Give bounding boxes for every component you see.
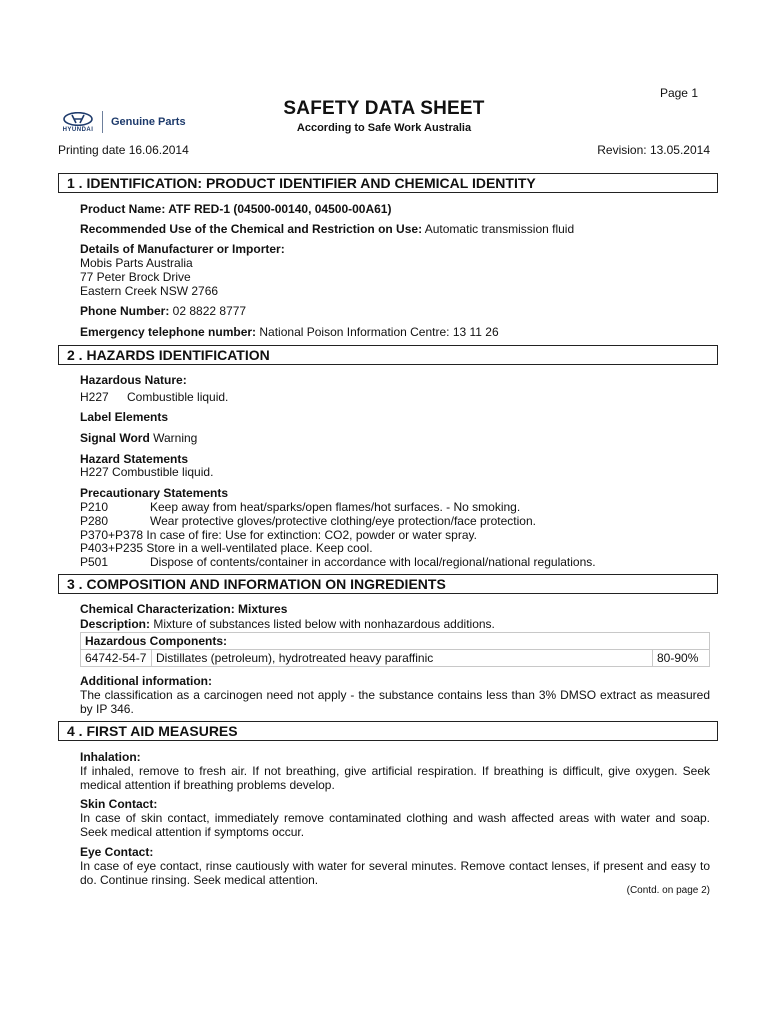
statement-p280 xyxy=(80,514,536,528)
section-3-heading: 3 . COMPOSITION AND INFORMATION ON INGREDIENTS xyxy=(58,574,718,594)
phone-number xyxy=(80,304,246,318)
chemical-characterization: Chemical Characterization: Mixtures xyxy=(80,602,288,616)
additional-information-text: The classification as a carcinogen need not apply - the substance contains less than 3% DMSO extract as measured by IP 346. xyxy=(80,688,710,716)
section-1-heading: 1 . IDENTIFICATION: PRODUCT IDENTIFIER AND CHEMICAL IDENTITY xyxy=(58,173,718,193)
hazardous-nature-label: Hazardous Nature: xyxy=(80,373,187,387)
phone-label: Phone Number: xyxy=(80,304,170,318)
additional-information-label: Additional information: xyxy=(80,674,212,688)
address-line-2: 77 Peter Brock Drive xyxy=(80,270,191,284)
hazard-statements-value: H227 Combustible liquid. xyxy=(80,465,214,479)
section-4-heading: 4 . FIRST AID MEASURES xyxy=(58,721,718,741)
emergency-value: National Poison Information Centre: 13 11 26 xyxy=(256,325,499,339)
emergency-label: Emergency telephone number: xyxy=(80,325,257,339)
p210-text: Keep away from heat/sparks/open flames/hot surfaces. - No smoking. xyxy=(150,500,521,514)
p280-code: P280 xyxy=(80,514,109,528)
page-number: Page 1 xyxy=(659,86,698,100)
emergency-number xyxy=(80,325,499,339)
table-row xyxy=(81,650,710,667)
p501-code: P501 xyxy=(80,555,109,569)
description-value: Mixture of substances listed below with nonhazardous additions. xyxy=(150,617,495,631)
skin-contact-label: Skin Contact: xyxy=(80,797,158,811)
component-percent: 80-90% xyxy=(653,650,710,667)
p210-code: P210 xyxy=(80,500,109,514)
statement-p210 xyxy=(80,500,520,514)
recommended-use-value: Automatic transmission fluid xyxy=(422,222,575,236)
cas-number: 64742-54-7 xyxy=(81,650,152,667)
component-name: Distillates (petroleum), hydrotreated heavy paraffinic xyxy=(152,650,653,667)
document-title: SAFETY DATA SHEET xyxy=(283,98,485,119)
label-elements: Label Elements xyxy=(80,410,169,424)
signal-word-label: Signal Word xyxy=(80,431,150,445)
eye-contact-text: In case of eye contact, rinse cautiously with water for several minutes. Remove contact lenses, if present and easy to do. Continue rinsing. Seek medical attention. xyxy=(80,859,710,887)
hazard-statements-label: Hazard Statements xyxy=(80,452,189,466)
hazardous-components-label: Hazardous Components: xyxy=(81,633,710,650)
recommended-use xyxy=(80,222,574,236)
signal-word-value: Warning xyxy=(149,431,198,445)
hazard-text: Combustible liquid. xyxy=(127,390,229,404)
address-line-3: Eastern Creek NSW 2766 xyxy=(80,284,219,298)
document-subtitle: According to Safe Work Australia xyxy=(296,122,472,134)
hazardous-components-table xyxy=(80,632,710,667)
address-line-1: Mobis Parts Australia xyxy=(80,256,193,270)
printing-date: Printing date 16.06.2014 xyxy=(58,143,189,157)
precautionary-label: Precautionary Statements xyxy=(80,486,229,500)
p501-text: Dispose of contents/container in accordance with local/regional/national regulations. xyxy=(150,555,596,569)
revision-date: Revision: 13.05.2014 xyxy=(597,143,710,157)
phone-value: 02 8822 8777 xyxy=(169,304,247,318)
continued-note: (Contd. on page 2) xyxy=(626,885,710,896)
logo-text: Genuine Parts xyxy=(111,116,186,128)
skin-contact-text: In case of skin contact, immediately remove contaminated clothing and wash affected areas with water and soap. Seek medical attention if symptoms occur. xyxy=(80,811,710,839)
product-name: Product Name: ATF RED-1 (04500-00140, 04500-00A61) xyxy=(80,202,392,216)
inhalation-label: Inhalation: xyxy=(80,750,141,764)
statement-p403: P403+P235 Store in a well-ventilated place. Keep cool. xyxy=(80,541,373,555)
recommended-use-label: Recommended Use of the Chemical and Restriction on Use: xyxy=(80,222,423,236)
eye-contact-label: Eye Contact: xyxy=(80,845,154,859)
statement-p370: P370+P378 In case of fire: Use for extinction: CO2, powder or water spray. xyxy=(80,528,477,542)
table-header-row xyxy=(81,633,710,650)
description-label: Description: xyxy=(80,617,151,631)
hazardous-nature-value xyxy=(80,390,228,404)
description xyxy=(80,617,495,631)
section-2-heading: 2 . HAZARDS IDENTIFICATION xyxy=(58,345,718,365)
manufacturer-label: Details of Manufacturer or Importer: xyxy=(80,242,285,256)
hazard-code: H227 xyxy=(80,390,109,404)
inhalation-text: If inhaled, remove to fresh air. If not breathing, give artificial respiration. If breathing is difficult, give oxygen. Seek medical attention if breathing problems develop. xyxy=(80,764,710,792)
logo-brand: HYUNDAI xyxy=(62,126,94,133)
statement-p501 xyxy=(80,555,596,569)
signal-word xyxy=(80,431,197,445)
p280-text: Wear protective gloves/protective clothing/eye protection/face protection. xyxy=(150,514,536,528)
